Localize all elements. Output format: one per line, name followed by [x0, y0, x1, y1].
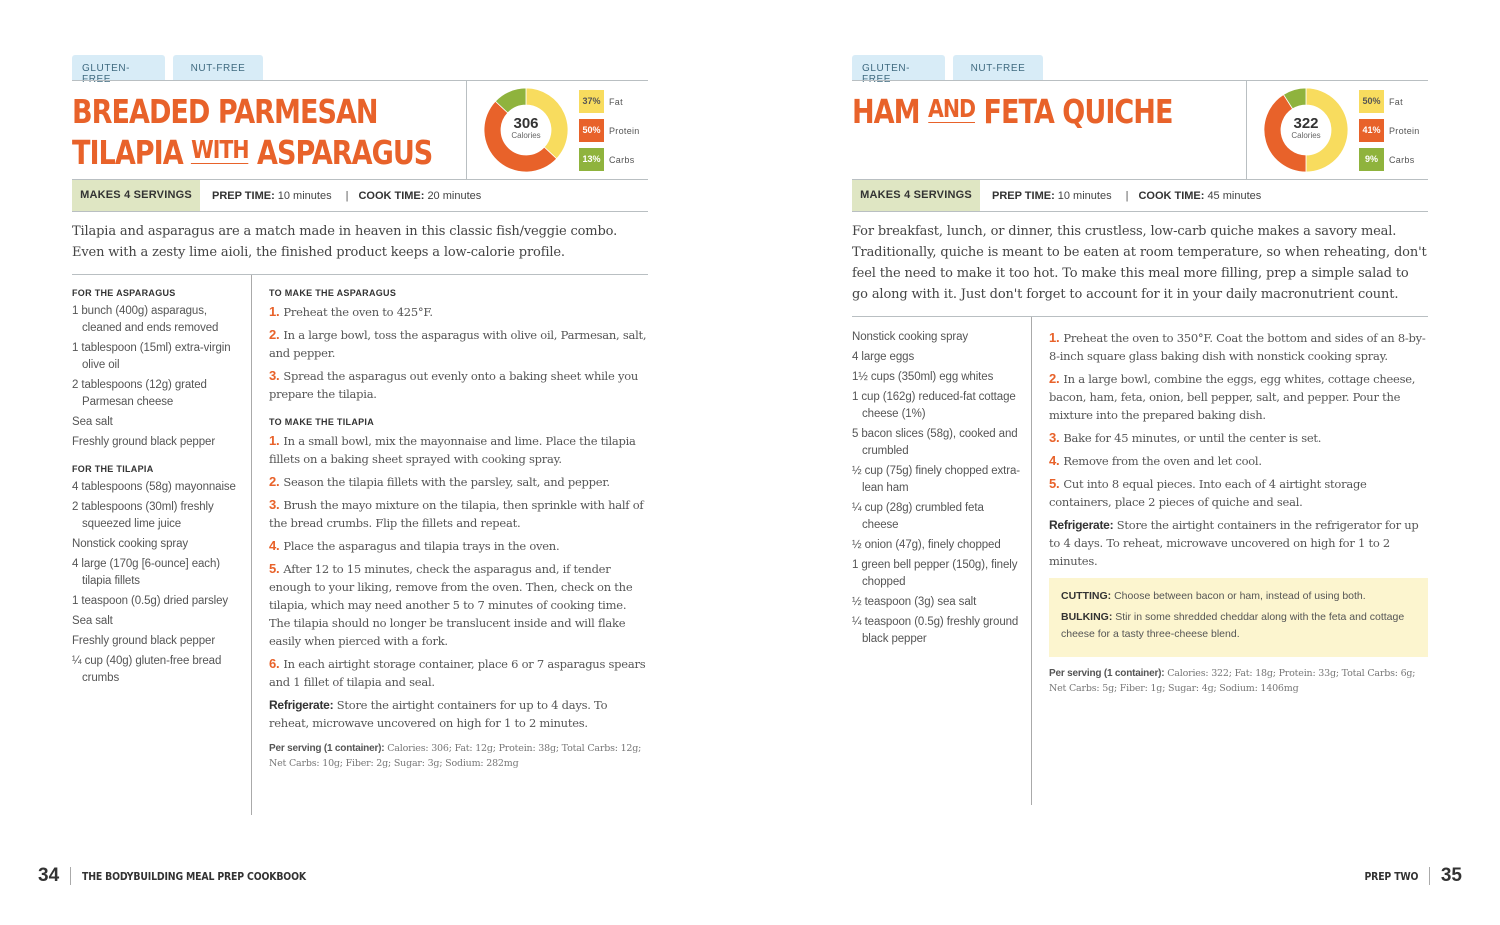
recipe-intro: For breakfast, lunch, or dinner, this crustless, low-carb quiche makes a savory meal. Traditionally, quiche is meant to be eaten at room temperature, so when reheating, don't feel the need to make it too hot. To make this meal more filling, prep a simple salad to go along with it. Just don't forget to account for it in your daily macronutrient count. — [852, 212, 1428, 317]
ingredients-column — [852, 317, 1032, 805]
nutrition-info: Per serving (1 container): Calories: 322; Fat: 18g; Protein: 33g; Total Carbs: 6g; Net Carbs: 5g; Fiber: 1g; Sugar: 4g; Sodium: 1406mg — [1049, 668, 1416, 694]
tag-nut-free: NUT-FREE — [953, 55, 1043, 80]
step-number: 3. — [1049, 430, 1060, 445]
refrigerate-note: Refrigerate: Store the airtight containers in the refrigerator for up to 4 days. To reheat, microwave uncovered on high for 1 to 2 minutes. — [1049, 518, 1419, 568]
direction-step: 1. Preheat the oven to 350°F. Coat the bottom and sides of an 8-by-8-inch square glass baking dish with nonstick cooking spray. — [1049, 330, 1426, 363]
legend-protein — [579, 119, 640, 142]
recipe-tilapia — [72, 55, 648, 815]
direction-step: 2. In a large bowl, toss the asparagus with olive oil, Parmesan, salt, and pepper. — [269, 327, 647, 360]
legend-protein — [1359, 119, 1420, 142]
section-title: PREP TWO — [1364, 869, 1418, 883]
tips-box — [1049, 578, 1428, 657]
protein-percent: 41% — [1359, 119, 1384, 142]
ingredient-group-heading: FOR THE TILAPIA — [72, 464, 154, 474]
title-block — [72, 80, 648, 180]
step-number: 5. — [1049, 476, 1060, 491]
direction-step: 2. Season the tilapia fillets with the parsley, salt, and pepper. — [269, 474, 610, 489]
ingredient-item: ¼ teaspoon (0.5g) freshly ground black pepper — [852, 616, 1019, 645]
ingredient-item: ½ teaspoon (3g) sea salt — [852, 596, 977, 608]
page-footer-right — [1355, 865, 1462, 887]
recipe-quiche — [852, 55, 1428, 805]
step-number: 1. — [269, 304, 280, 319]
nutrition-info: Per serving (1 container): Calories: 306; Fat: 12g; Protein: 38g; Total Carbs: 12g; Net Carbs: 10g; Fiber: 2g; Sugar: 3g; Sodium: 282mg — [269, 743, 642, 769]
fat-percent: 50% — [1359, 90, 1384, 113]
carbs-label: Carbs — [609, 154, 635, 165]
servings-bar — [852, 180, 1428, 212]
legend-carbs — [1359, 148, 1420, 171]
cook-time-label: COOK TIME: — [1138, 189, 1205, 202]
prep-time-label: PREP TIME: — [212, 189, 275, 202]
legend-fat — [1359, 90, 1420, 113]
tag-gluten-free: GLUTEN-FREE — [72, 55, 165, 80]
tag-gluten-free: GLUTEN-FREE — [852, 55, 945, 80]
macro-legend — [1359, 90, 1420, 177]
cook-time-value: 20 minutes — [427, 189, 482, 202]
ingredient-item: 2 tablespoons (30ml) freshly squeezed lime juice — [72, 501, 214, 530]
ingredient-item: 5 bacon slices (58g), cooked and crumbled — [852, 428, 1018, 457]
ingredient-item: 1 green bell pepper (150g), finely chopped — [852, 559, 1018, 588]
calorie-label: Calories — [1291, 131, 1321, 140]
diet-tags — [852, 55, 1428, 85]
step-number: 1. — [269, 433, 280, 448]
cook-time-label: COOK TIME: — [358, 189, 425, 202]
macro-box — [1246, 81, 1428, 179]
recipe-intro: Tilapia and asparagus are a match made in heaven in this classic fish/veggie combo. Even with a zesty lime aioli, the finished product keeps a low-calorie profile. — [72, 212, 648, 275]
page-number: 35 — [1440, 865, 1462, 886]
step-number: 5. — [269, 561, 280, 576]
calorie-label: Calories — [511, 131, 541, 140]
ingredient-item: 1 teaspoon (0.5g) dried parsley — [72, 595, 229, 607]
fat-percent: 37% — [579, 90, 604, 113]
servings-bar — [72, 180, 648, 212]
step-number: 3. — [269, 368, 280, 383]
direction-step: 3. Bake for 45 minutes, or until the center is set. — [1049, 430, 1322, 445]
carbs-percent: 9% — [1359, 148, 1384, 171]
page-footer-left — [38, 865, 346, 887]
step-number: 6. — [269, 656, 280, 671]
ingredient-item: Freshly ground black pepper — [72, 635, 216, 647]
ingredient-item: 2 tablespoons (12g) grated Parmesan cheese — [72, 379, 207, 408]
cook-time-value: 45 minutes — [1207, 189, 1262, 202]
ingredient-item: 4 large eggs — [852, 351, 915, 363]
macro-box — [466, 81, 648, 179]
calorie-center — [1263, 87, 1349, 173]
direction-step: 5. After 12 to 15 minutes, check the asparagus and, if tender enough to your liking, remove from the oven. Then, check on the tilapia, which may need another 5 to 7 minutes of cooking time. The tilapia should no longer be translucent inside and will flake easily when pierced with a fork. — [269, 561, 633, 648]
directions-column — [252, 275, 648, 815]
direction-step: 1. In a small bowl, mix the mayonnaise and lime. Place the tilapia fillets on a baking sheet sprayed with cooking spray. — [269, 433, 636, 466]
recipe-title: HAM AND FETA QUICHE — [852, 92, 1173, 131]
ingredient-item: ¼ cup (40g) gluten-free bread crumbs — [72, 655, 222, 684]
ingredient-item: 4 tablespoons (58g) mayonnaise — [72, 481, 236, 493]
step-number: 1. — [1049, 330, 1060, 345]
legend-carbs — [579, 148, 640, 171]
direction-step: 5. Cut into 8 equal pieces. Into each of 4 airtight storage containers, place 2 pieces of quiche and seal. — [1049, 476, 1367, 509]
carbs-percent: 13% — [579, 148, 604, 171]
time-separator: | — [345, 189, 349, 202]
ingredients-column — [72, 275, 252, 815]
recipe-title: BREADED PARMESAN TILAPIA WITH ASPARAGUS — [72, 92, 433, 172]
step-number: 4. — [1049, 453, 1060, 468]
direction-step: 6. In each airtight storage container, place 6 or 7 asparagus spears and 1 fillet of tilapia and seal. — [269, 656, 646, 689]
calorie-center — [483, 87, 569, 173]
footer-divider — [70, 867, 71, 885]
right-page — [750, 0, 1500, 925]
servings-badge: MAKES 4 SERVINGS — [852, 180, 980, 211]
carbs-label: Carbs — [1389, 154, 1415, 165]
protein-label: Protein — [609, 125, 640, 136]
ingredient-item: 1 bunch (400g) asparagus, cleaned and ends removed — [72, 305, 219, 334]
legend-fat — [579, 90, 640, 113]
calorie-count: 322 — [1293, 115, 1319, 132]
prep-time-label: PREP TIME: — [992, 189, 1055, 202]
diet-tags — [72, 55, 648, 85]
ingredient-item: Nonstick cooking spray — [72, 538, 189, 550]
refrigerate-note: Refrigerate: Store the airtight containers for up to 4 days. To reheat, microwave uncovered on high for 1 to 2 minutes. — [269, 698, 608, 730]
step-number: 2. — [269, 474, 280, 489]
fat-label: Fat — [609, 96, 623, 107]
protein-label: Protein — [1389, 125, 1420, 136]
tag-nut-free: NUT-FREE — [173, 55, 263, 80]
step-number: 2. — [1049, 371, 1060, 386]
ingredient-item: 4 large (170g [6-ounce] each) tilapia fillets — [72, 558, 220, 587]
ingredient-item: Sea salt — [72, 615, 113, 627]
time-separator: | — [1125, 189, 1129, 202]
title-block — [852, 80, 1428, 180]
prep-time-value: 10 minutes — [1057, 189, 1112, 202]
direction-step: 3. Spread the asparagus out evenly onto a baking sheet while you prepare the tilapia. — [269, 368, 639, 401]
tip-cutting: CUTTING: Choose between bacon or ham, instead of using both. — [1061, 590, 1366, 602]
servings-badge: MAKES 4 SERVINGS — [72, 180, 200, 211]
fat-label: Fat — [1389, 96, 1403, 107]
footer-divider — [1429, 867, 1430, 885]
recipe-body — [72, 275, 648, 815]
ingredient-item: 1 tablespoon (15ml) extra-virgin olive oil — [72, 342, 231, 371]
recipe-body — [852, 317, 1428, 805]
protein-percent: 50% — [579, 119, 604, 142]
direction-group-heading: TO MAKE THE TILAPIA — [269, 417, 375, 427]
direction-step: 3. Brush the mayo mixture on the tilapia, then sprinkle with half of the bread crumbs. Flip the fillets and repeat. — [269, 497, 644, 530]
page-number: 34 — [38, 865, 60, 886]
ingredient-item: Freshly ground black pepper — [72, 436, 216, 448]
direction-step: 1. Preheat the oven to 425°F. — [269, 304, 433, 319]
prep-time-value: 10 minutes — [277, 189, 332, 202]
ingredient-item: ½ cup (75g) finely chopped extra-lean ham — [852, 465, 1021, 494]
ingredient-item: Nonstick cooking spray — [852, 331, 969, 343]
step-number: 4. — [269, 538, 280, 553]
direction-step: 2. In a large bowl, combine the eggs, egg whites, cottage cheese, bacon, ham, feta, onion, bell pepper, salt, and pepper. Pour the mixture into the prepared baking dish. — [1049, 371, 1416, 422]
book-title: THE BODYBUILDING MEAL PREP COOKBOOK — [82, 869, 307, 883]
calorie-count: 306 — [513, 115, 539, 132]
direction-step: 4. Place the asparagus and tilapia trays in the oven. — [269, 538, 560, 553]
ingredient-item: 1½ cups (350ml) egg whites — [852, 371, 994, 383]
ingredient-item: ½ onion (47g), finely chopped — [852, 539, 1001, 551]
macro-legend — [579, 90, 640, 177]
ingredient-item: ¼ cup (28g) crumbled feta cheese — [852, 502, 984, 531]
direction-group-heading: TO MAKE THE ASPARAGUS — [269, 288, 397, 298]
ingredient-item: Sea salt — [72, 416, 113, 428]
ingredient-group-heading: FOR THE ASPARAGUS — [72, 288, 176, 298]
directions-column — [1032, 317, 1428, 805]
ingredient-item: 1 cup (162g) reduced-fat cottage cheese (1%) — [852, 391, 1016, 420]
step-number: 3. — [269, 497, 280, 512]
step-number: 2. — [269, 327, 280, 342]
direction-step: 4. Remove from the oven and let cool. — [1049, 453, 1262, 468]
tip-bulking: BULKING: Stir in some shredded cheddar along with the feta and cottage cheese for a tasty three-cheese blend. — [1061, 611, 1405, 640]
